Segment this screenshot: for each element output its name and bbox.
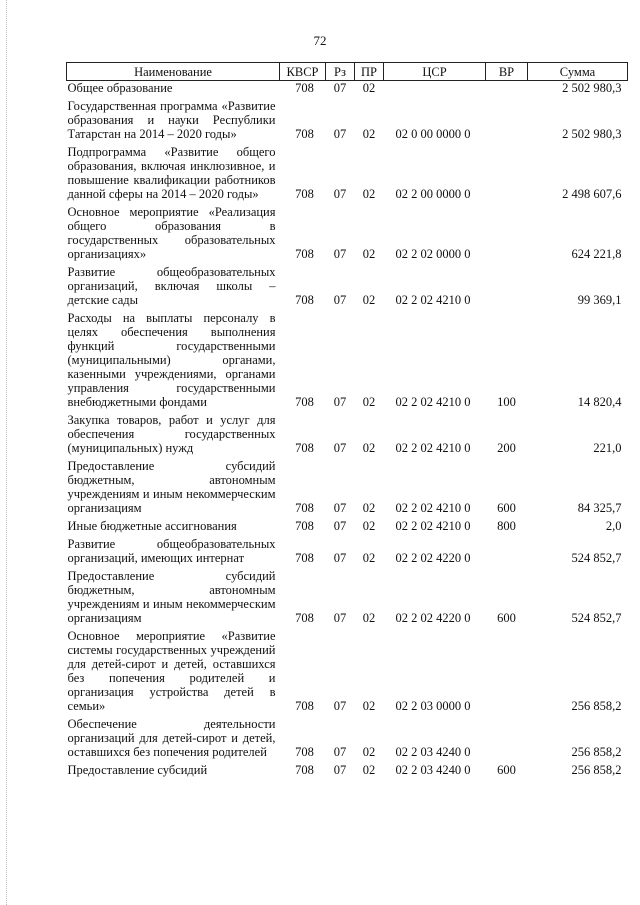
cell-vr bbox=[486, 261, 528, 307]
table-row bbox=[67, 201, 628, 261]
cell-pr: 02 bbox=[362, 81, 376, 95]
cell-vr bbox=[486, 81, 528, 96]
cell-vr bbox=[486, 713, 528, 759]
cell-kvsr: 708 bbox=[295, 763, 314, 777]
cell-csr: 02 2 02 4220 0 bbox=[395, 611, 471, 625]
table-row bbox=[67, 261, 628, 307]
column-header-kvsr: КВСР bbox=[280, 63, 326, 81]
cell-csr: 02 2 02 0000 0 bbox=[395, 247, 471, 261]
cell-kvsr: 708 bbox=[295, 187, 314, 201]
cell-vr: 600 bbox=[497, 763, 516, 777]
cell-name: Расходы на выплаты персоналу в целях обеспечения выполнения функций государственными (муниципальными) органами, казенными учреждениями, органами управления государственными внебюджетными фондами bbox=[67, 311, 276, 409]
cell-pr: 02 bbox=[362, 745, 376, 759]
cell-kvsr: 708 bbox=[295, 745, 314, 759]
cell-rz: 07 bbox=[333, 519, 347, 533]
table-row bbox=[67, 533, 628, 565]
cell-pr: 02 bbox=[362, 187, 376, 201]
cell-vr: 800 bbox=[497, 519, 516, 533]
cell-sum: 99 369,1 bbox=[577, 293, 622, 307]
cell-name: Общее образование bbox=[67, 81, 173, 95]
cell-kvsr: 708 bbox=[295, 699, 314, 713]
cell-csr: 02 2 02 4210 0 bbox=[395, 441, 471, 455]
cell-vr bbox=[486, 141, 528, 201]
cell-csr: 02 2 02 4210 0 bbox=[395, 293, 471, 307]
table-row bbox=[67, 625, 628, 713]
cell-name: Подпрограмма «Развитие общего образования, включая инклюзивное, и повышение квалификации работников данной сферы на 2014 – 2020 годы» bbox=[67, 145, 276, 201]
cell-kvsr: 708 bbox=[295, 395, 314, 409]
cell-csr: 02 2 03 4240 0 bbox=[395, 763, 471, 777]
cell-pr: 02 bbox=[362, 501, 376, 515]
cell-name: Закупка товаров, работ и услуг для обеспечения государственных (муниципальных) нужд bbox=[67, 413, 276, 455]
cell-pr: 02 bbox=[362, 395, 376, 409]
column-header-rz: Рз bbox=[326, 63, 355, 81]
cell-name: Иные бюджетные ассигнования bbox=[67, 519, 237, 533]
cell-csr: 02 2 00 0000 0 bbox=[395, 187, 471, 201]
column-header-pr: ПР bbox=[355, 63, 384, 81]
cell-rz: 07 bbox=[333, 81, 347, 95]
cell-name: Развитие общеобразовательных организаций, включая школы – детские сады bbox=[67, 265, 276, 307]
cell-rz: 07 bbox=[333, 611, 347, 625]
cell-name: Предоставление субсидий bbox=[67, 763, 208, 777]
cell-sum: 256 858,2 bbox=[571, 699, 622, 713]
cell-kvsr: 708 bbox=[295, 611, 314, 625]
cell-sum: 2,0 bbox=[605, 519, 622, 533]
cell-sum: 256 858,2 bbox=[571, 763, 622, 777]
table-row bbox=[67, 455, 628, 515]
cell-csr: 02 2 02 4210 0 bbox=[395, 395, 471, 409]
table-row bbox=[67, 307, 628, 409]
cell-vr bbox=[486, 625, 528, 713]
cell-rz: 07 bbox=[333, 501, 347, 515]
table-row bbox=[67, 565, 628, 625]
cell-kvsr: 708 bbox=[295, 81, 314, 95]
cell-name: Предоставление субсидий бюджетным, автономным учреждениям и иным некоммерческим организациям bbox=[67, 459, 276, 515]
cell-sum: 524 852,7 bbox=[571, 611, 622, 625]
cell-kvsr: 708 bbox=[295, 551, 314, 565]
cell-name: Предоставление субсидий бюджетным, автономным учреждениям и иным некоммерческим организациям bbox=[67, 569, 276, 625]
cell-vr bbox=[486, 201, 528, 261]
cell-sum: 2 498 607,6 bbox=[562, 187, 622, 201]
table-row bbox=[67, 409, 628, 455]
cell-rz: 07 bbox=[333, 187, 347, 201]
cell-sum: 524 852,7 bbox=[571, 551, 622, 565]
cell-rz: 07 bbox=[333, 293, 347, 307]
cell-name: Обеспечение деятельности организаций для детей-сирот и детей, оставшихся без попечения родителей bbox=[67, 717, 276, 759]
cell-sum: 2 502 980,3 bbox=[562, 127, 622, 141]
cell-rz: 07 bbox=[333, 441, 347, 455]
cell-vr bbox=[486, 533, 528, 565]
cell-csr: 02 2 02 4210 0 bbox=[395, 519, 471, 533]
cell-kvsr: 708 bbox=[295, 519, 314, 533]
cell-kvsr: 708 bbox=[295, 127, 314, 141]
cell-pr: 02 bbox=[362, 127, 376, 141]
cell-pr: 02 bbox=[362, 247, 376, 261]
cell-vr bbox=[486, 95, 528, 141]
cell-rz: 07 bbox=[333, 745, 347, 759]
cell-rz: 07 bbox=[333, 395, 347, 409]
cell-pr: 02 bbox=[362, 699, 376, 713]
cell-kvsr: 708 bbox=[295, 293, 314, 307]
page-edge-line bbox=[6, 0, 7, 905]
cell-sum: 2 502 980,3 bbox=[562, 81, 622, 95]
cell-pr: 02 bbox=[362, 551, 376, 565]
cell-csr bbox=[384, 81, 486, 96]
cell-vr: 100 bbox=[497, 395, 516, 409]
cell-name: Государственная программа «Развитие образования и науки Республики Татарстан на 2014 – 2020 годы» bbox=[67, 99, 276, 141]
table-row bbox=[67, 81, 628, 96]
cell-csr: 02 2 03 0000 0 bbox=[395, 699, 471, 713]
cell-kvsr: 708 bbox=[295, 247, 314, 261]
table-row bbox=[67, 141, 628, 201]
table-header-row bbox=[67, 63, 628, 81]
cell-pr: 02 bbox=[362, 293, 376, 307]
cell-rz: 07 bbox=[333, 247, 347, 261]
cell-sum: 256 858,2 bbox=[571, 745, 622, 759]
cell-sum: 84 325,7 bbox=[577, 501, 622, 515]
cell-rz: 07 bbox=[333, 551, 347, 565]
cell-name: Развитие общеобразовательных организаций, имеющих интернат bbox=[67, 537, 276, 565]
table-row bbox=[67, 713, 628, 759]
cell-sum: 14 820,4 bbox=[577, 395, 622, 409]
table-row bbox=[67, 95, 628, 141]
cell-csr: 02 2 02 4210 0 bbox=[395, 501, 471, 515]
column-header-sum: Сумма bbox=[528, 63, 628, 81]
cell-sum: 221,0 bbox=[593, 441, 622, 455]
column-header-name: Наименование bbox=[67, 63, 280, 81]
cell-csr: 02 2 03 4240 0 bbox=[395, 745, 471, 759]
table-row bbox=[67, 515, 628, 533]
table-row bbox=[67, 759, 628, 777]
cell-rz: 07 bbox=[333, 763, 347, 777]
column-header-vr: ВР bbox=[486, 63, 528, 81]
cell-pr: 02 bbox=[362, 441, 376, 455]
cell-csr: 02 2 02 4220 0 bbox=[395, 551, 471, 565]
cell-name: Основное мероприятие «Развитие системы государственных учреждений для детей-сирот и детей, оставшихся без попечения родителей и организация устройства детей в семьи» bbox=[67, 629, 276, 713]
cell-rz: 07 bbox=[333, 699, 347, 713]
cell-name: Основное мероприятие «Реализация общего образования в государственных образовательных организациях» bbox=[67, 205, 276, 261]
page-number: 72 bbox=[313, 33, 327, 48]
column-header-csr: ЦСР bbox=[384, 63, 486, 81]
cell-sum: 624 221,8 bbox=[571, 247, 622, 261]
cell-kvsr: 708 bbox=[295, 441, 314, 455]
cell-kvsr: 708 bbox=[295, 501, 314, 515]
cell-pr: 02 bbox=[362, 611, 376, 625]
cell-vr: 600 bbox=[497, 611, 516, 625]
cell-vr: 600 bbox=[497, 501, 516, 515]
budget-table bbox=[66, 62, 628, 777]
cell-pr: 02 bbox=[362, 763, 376, 777]
cell-pr: 02 bbox=[362, 519, 376, 533]
cell-rz: 07 bbox=[333, 127, 347, 141]
cell-vr: 200 bbox=[497, 441, 516, 455]
cell-csr: 02 0 00 0000 0 bbox=[395, 127, 471, 141]
